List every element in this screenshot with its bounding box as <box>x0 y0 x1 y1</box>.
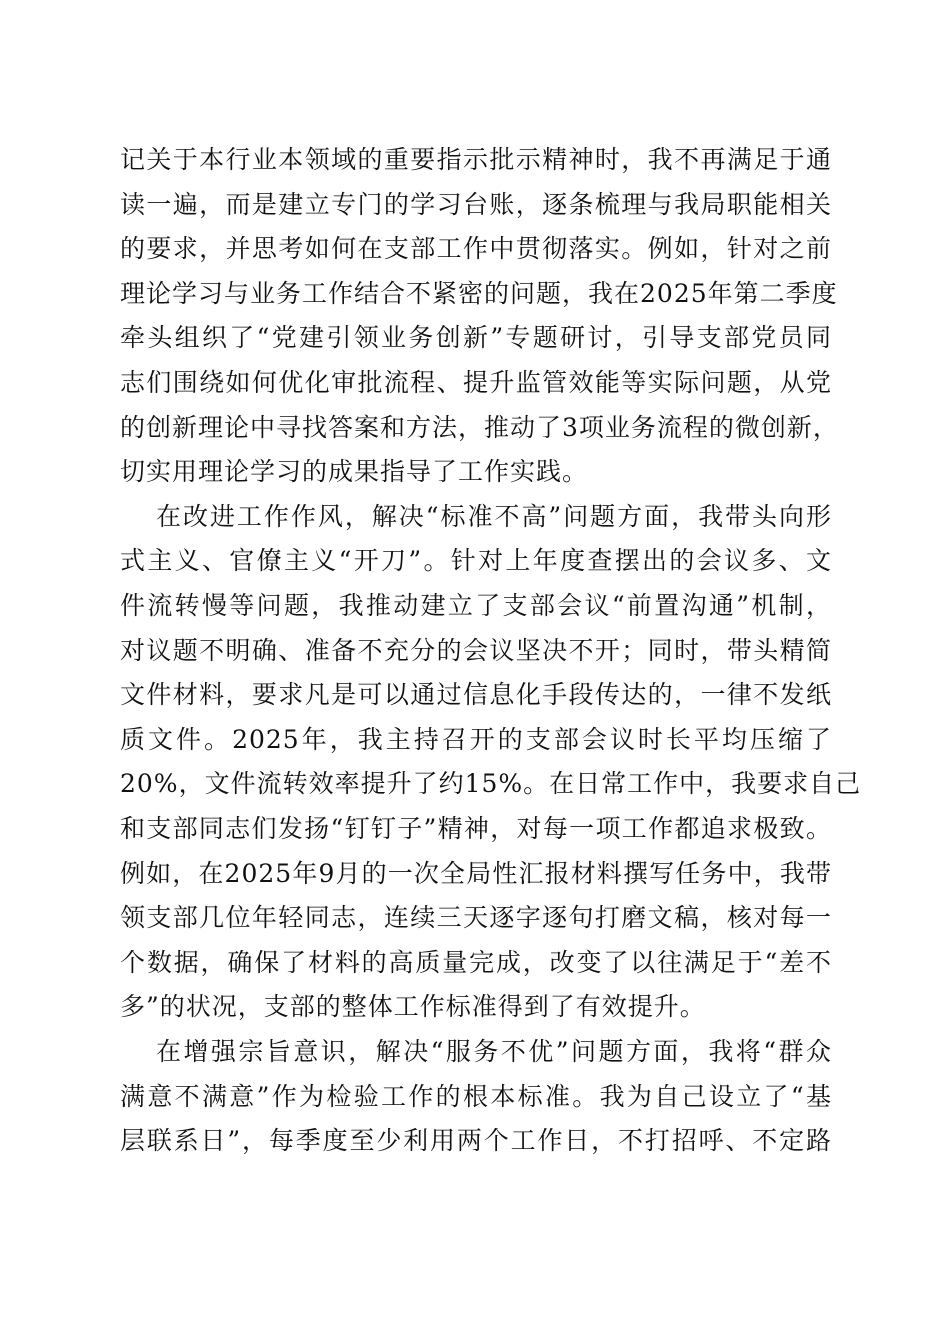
text-line: 的要求，并思考如何在支部工作中贯彻落实。例如，针对之前 <box>120 234 832 264</box>
text-line: 切实用理论学习的成果指导了工作实践。 <box>120 457 589 487</box>
text-line: 对议题不明确、准备不充分的会议坚决不开；同时，带头精简 <box>120 635 832 665</box>
text-line: 和支部同志们发扬“钉钉子”精神，对每一项工作都追求极致。 <box>120 814 832 843</box>
text-line: 理论学习与业务工作结合不紧密的问题，我在2025年第二季度 <box>120 278 838 308</box>
text-line: 20%，文件流转效率提升了约15%。在日常工作中，我要求自己 <box>120 769 862 799</box>
text-line: 记关于本行业本领域的重要指示批示精神时，我不再满足于通 <box>120 145 832 174</box>
text-line: 个数据，确保了材料的高质量完成，改变了以往满足于“差不 <box>120 947 832 977</box>
text-line: 式主义、官僚主义“开刀”。针对上年度查摆出的会议多、文 <box>120 546 832 576</box>
text-line: 质文件。2025年，我主持召开的支部会议时长平均压缩了 <box>120 724 832 754</box>
text-line: 志们围绕如何优化审批流程、提升监管效能等实际问题，从党 <box>120 368 832 397</box>
paragraph-first-line: 在改进工作作风，解决“标准不高”问题方面，我带头向形 <box>156 501 832 531</box>
text-line: 例如，在2025年9月的一次全局性汇报材料撰写任务中，我带 <box>120 858 832 888</box>
text-line: 满意不满意”作为检验工作的根本标准。我为自己设立了“基 <box>120 1081 832 1111</box>
text-line: 的创新理论中寻找答案和方法，推动了3项业务流程的微创新， <box>120 412 839 442</box>
text-line: 领支部几位年轻同志，连续三天逐字逐句打磨文稿，核对每一 <box>120 903 832 933</box>
paragraph-first-line: 在增强宗旨意识，解决“服务不优”问题方面，我将“群众 <box>156 1037 832 1066</box>
text-line: 牵头组织了“党建引领业务创新”专题研讨，引导支部党员同 <box>120 323 832 353</box>
text-line: 层联系日”，每季度至少利用两个工作日，不打招呼、不定路 <box>120 1126 832 1156</box>
text-line: 多”的状况，支部的整体工作标准得到了有效提升。 <box>120 992 706 1022</box>
text-line: 读一遍，而是建立专门的学习台账，逐条梳理与我局职能相关 <box>120 189 832 219</box>
text-line: 文件材料，要求凡是可以通过信息化手段传达的，一律不发纸 <box>120 680 832 710</box>
text-line: 件流转慢等问题，我推动建立了支部会议“前置沟通”机制， <box>120 591 832 620</box>
